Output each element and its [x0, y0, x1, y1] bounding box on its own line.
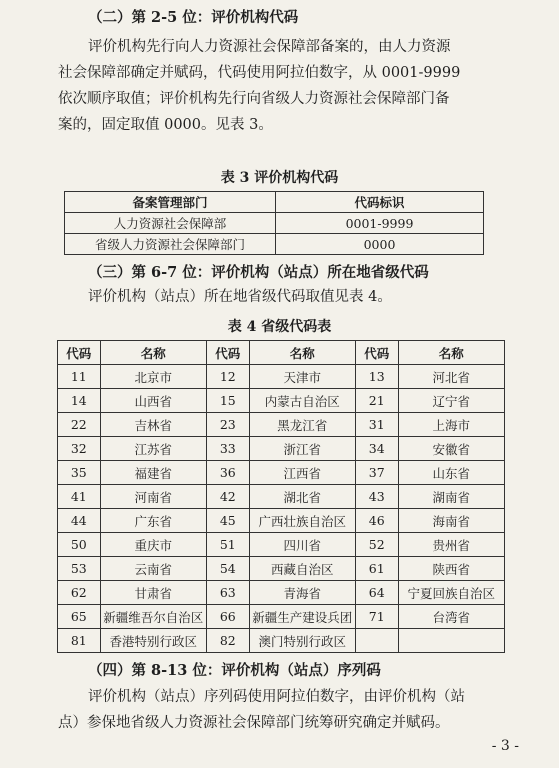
table-cell: 43	[355, 485, 398, 509]
table-cell: 54	[206, 557, 249, 581]
table-cell: 0001-9999	[276, 213, 484, 234]
table-row	[58, 605, 505, 629]
table-cell: 33	[206, 437, 249, 461]
table-cell: 云南省	[100, 557, 206, 581]
table-cell	[355, 629, 398, 653]
table-cell: 21	[355, 389, 398, 413]
table-cell: 63	[206, 581, 249, 605]
table-cell: 50	[58, 533, 101, 557]
table-row	[65, 213, 484, 234]
table-cell: 31	[355, 413, 398, 437]
table-header: 代码	[206, 341, 249, 365]
table-cell: 人力资源社会保障部	[65, 213, 276, 234]
section-3-paragraph	[58, 284, 508, 310]
table-cell: 66	[206, 605, 249, 629]
table-cell: 重庆市	[100, 533, 206, 557]
table-cell: 61	[355, 557, 398, 581]
table-row	[58, 629, 505, 653]
table-cell: 81	[58, 629, 101, 653]
paragraph-line: 评价机构先行向人力资源社会保障部备案的，由人力资源	[88, 39, 451, 55]
table-cell: 四川省	[249, 533, 355, 557]
table-cell: 15	[206, 389, 249, 413]
paragraph-line: 评价机构（站点）所在地省级代码取值见表 4。	[88, 289, 392, 305]
paragraph-line: 依次顺序取值；评价机构先行向省级人力资源社会保障部门备	[58, 91, 450, 107]
table-cell: 西藏自治区	[249, 557, 355, 581]
table-cell: 天津市	[249, 365, 355, 389]
table-header: 名称	[398, 341, 504, 365]
table-cell: 浙江省	[249, 437, 355, 461]
table-4	[57, 340, 505, 653]
table-cell: 53	[58, 557, 101, 581]
table-cell: 51	[206, 533, 249, 557]
section-2-paragraph	[58, 34, 508, 138]
table-cell: 62	[58, 581, 101, 605]
table-cell: 35	[58, 461, 101, 485]
table-cell: 澳门特别行政区	[249, 629, 355, 653]
table-cell: 65	[58, 605, 101, 629]
table-cell: 福建省	[100, 461, 206, 485]
table-header: 代码标识	[276, 192, 484, 213]
table-header: 名称	[100, 341, 206, 365]
table-cell: 0000	[276, 234, 484, 255]
table-cell: 64	[355, 581, 398, 605]
table-cell: 山西省	[100, 389, 206, 413]
table-cell: 台湾省	[398, 605, 504, 629]
table-cell: 甘肃省	[100, 581, 206, 605]
table-cell: 22	[58, 413, 101, 437]
table-header-row	[58, 341, 505, 365]
table-header-row	[65, 192, 484, 213]
table-cell: 37	[355, 461, 398, 485]
table-row	[58, 509, 505, 533]
table-row	[58, 413, 505, 437]
table-cell: 46	[355, 509, 398, 533]
paragraph-line: 评价机构（站点）序列码使用阿拉伯数字，由评价机构（站	[88, 689, 465, 705]
table-3-caption: 表 3 评价机构代码	[220, 170, 339, 186]
table-cell: 河南省	[100, 485, 206, 509]
table-cell: 北京市	[100, 365, 206, 389]
table-header: 名称	[249, 341, 355, 365]
table-cell: 45	[206, 509, 249, 533]
table-cell: 河北省	[398, 365, 504, 389]
table-cell: 黑龙江省	[249, 413, 355, 437]
table-cell: 23	[206, 413, 249, 437]
table-header: 备案管理部门	[65, 192, 276, 213]
table-cell: 青海省	[249, 581, 355, 605]
table-cell: 江西省	[249, 461, 355, 485]
table-cell: 34	[355, 437, 398, 461]
table-cell: 山东省	[398, 461, 504, 485]
table-4-caption: 表 4 省级代码表	[227, 319, 332, 335]
table-row	[58, 485, 505, 509]
table-cell: 吉林省	[100, 413, 206, 437]
table-3	[64, 191, 484, 255]
table-cell: 辽宁省	[398, 389, 504, 413]
table-cell: 香港特别行政区	[100, 629, 206, 653]
table-cell: 44	[58, 509, 101, 533]
table-cell: 新疆维吾尔自治区	[100, 605, 206, 629]
section-2-heading: （二）第 2-5 位：评价机构代码	[88, 9, 299, 26]
table-cell: 江苏省	[100, 437, 206, 461]
table-cell: 52	[355, 533, 398, 557]
table-cell: 省级人力资源社会保障部门	[65, 234, 276, 255]
table-row	[58, 437, 505, 461]
table-header: 代码	[58, 341, 101, 365]
table-row	[58, 533, 505, 557]
table-header: 代码	[355, 341, 398, 365]
table-cell: 32	[58, 437, 101, 461]
table-cell: 13	[355, 365, 398, 389]
table-cell: 内蒙古自治区	[249, 389, 355, 413]
table-cell: 广西壮族自治区	[249, 509, 355, 533]
table-row	[58, 389, 505, 413]
paragraph-line: 社会保障部确定并赋码，代码使用阿拉伯数字，从 0001-9999	[58, 65, 461, 81]
table-row	[58, 581, 505, 605]
table-row	[58, 557, 505, 581]
section-4-paragraph	[58, 684, 508, 736]
page-number: - 3 -	[491, 738, 519, 754]
section-3-heading: （三）第 6-7 位：评价机构（站点）所在地省级代码	[88, 264, 429, 281]
table-row	[58, 461, 505, 485]
table-cell: 陕西省	[398, 557, 504, 581]
table-cell: 新疆生产建设兵团	[249, 605, 355, 629]
table-cell	[398, 629, 504, 653]
table-cell: 41	[58, 485, 101, 509]
table-cell: 12	[206, 365, 249, 389]
section-4-heading: （四）第 8-13 位：评价机构（站点）序列码	[88, 662, 381, 679]
table-cell: 安徽省	[398, 437, 504, 461]
paragraph-line: 案的，固定取值 0000。见表 3。	[58, 117, 273, 133]
table-cell: 上海市	[398, 413, 504, 437]
table-cell: 36	[206, 461, 249, 485]
table-cell: 湖北省	[249, 485, 355, 509]
table-cell: 宁夏回族自治区	[398, 581, 504, 605]
table-cell: 82	[206, 629, 249, 653]
table-cell: 14	[58, 389, 101, 413]
table-cell: 71	[355, 605, 398, 629]
table-row	[65, 234, 484, 255]
table-cell: 贵州省	[398, 533, 504, 557]
table-cell: 湖南省	[398, 485, 504, 509]
table-cell: 广东省	[100, 509, 206, 533]
table-cell: 42	[206, 485, 249, 509]
table-row	[58, 365, 505, 389]
table-cell: 11	[58, 365, 101, 389]
paragraph-line: 点）参保地省级人力资源社会保障部门统筹研究确定并赋码。	[58, 715, 450, 731]
table-cell: 海南省	[398, 509, 504, 533]
